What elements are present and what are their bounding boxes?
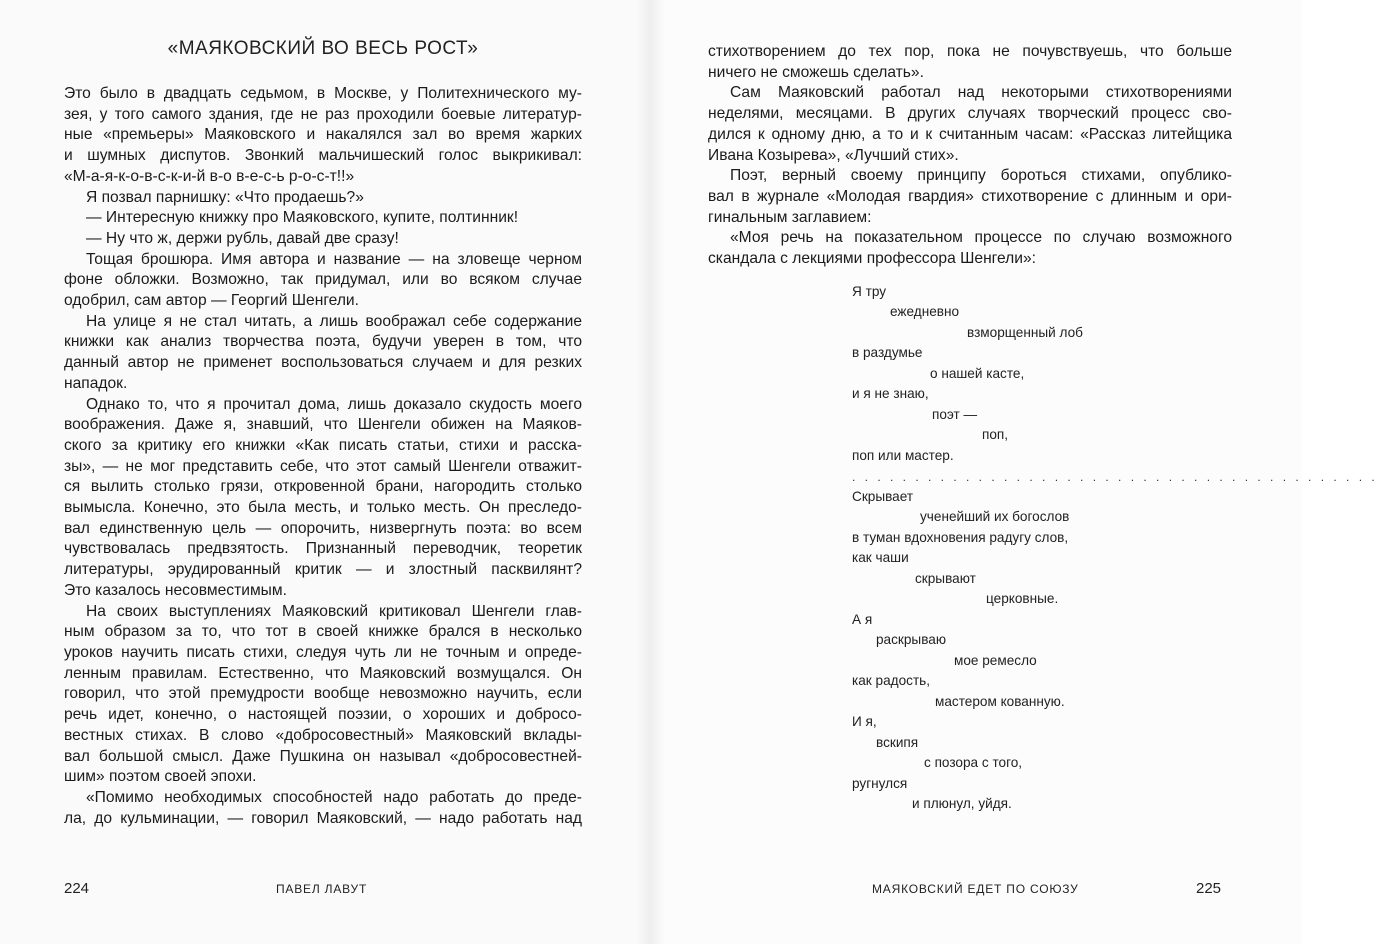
text-line: ленным правилам. Естественно, что Маяковский возмущался. Он [64, 664, 582, 682]
left-page-number: 224 [64, 880, 90, 897]
right-page-number: 225 [1196, 880, 1222, 897]
text-line: вестных стихах. В слово «добросовестный» Маяковский вклады- [64, 726, 582, 744]
text-line: Тощая брошюра. Имя автора и название — на зловеще черном [86, 250, 582, 268]
text-line: На улице я не стал читать, а лишь воображал себе содержание [86, 312, 582, 330]
text-line: ничего не сможешь сделать». [708, 63, 924, 81]
text-line: ла, до кульминации, — говорил Маяковский, — надо работать над [64, 809, 582, 827]
poem-line: в раздумье [852, 345, 923, 360]
text-line: уроков научить писать стихи, следуя чуть ли не точным и опреде- [64, 643, 582, 661]
text-line: ского за критику его книжки «Как писать статьи, стихи и расска- [64, 436, 582, 454]
text-line: вымысла. Конечно, это была месть, и только месть. Он преследо- [64, 499, 582, 517]
text-line: книжки как анализ творчества поэта, будучи уверен в том, что [64, 333, 582, 351]
text-line: шим» поэтом своей эпохи. [64, 768, 257, 786]
poem-line: Скрывает [852, 489, 914, 504]
text-line: «Помимо необходимых способностей надо работать до преде- [86, 788, 582, 806]
text-line: Это казалось несовместимым. [64, 581, 287, 599]
poem-line: и плюнул, уйдя. [912, 796, 1012, 811]
text-line: зы», — не мог представить себе, что этот самый Шенгели отважит- [64, 457, 582, 475]
text-line: стихотворением до тех пор, пока не почувствуешь, что больше [708, 43, 1232, 60]
poem-line: ругнулся [852, 776, 908, 791]
poem-line: ученейший их богослов [920, 509, 1070, 524]
poem-line: раскрываю [876, 632, 947, 647]
text-line: фоне обложки. Возможно, так придумал, или во всяком случае [64, 271, 582, 289]
text-line: чувствовалась предвзятость. Признанный переводчик, теоретик [64, 540, 582, 558]
right-body-text [708, 42, 1232, 270]
text-line: Это было в двадцать седьмом, в Москве, у Политехнического му- [64, 85, 582, 102]
poem-line: ежедневно [890, 304, 960, 319]
text-line: говорил, что этой премудрости вообще невозможно научить, если [64, 685, 582, 703]
text-line: дился к одному дню, а то и к считанным часам: «Рассказ литейщика [708, 125, 1232, 143]
poem-line: скрывают [915, 571, 976, 586]
text-line: литературы, эрудированный критик — и злостный пасквилянт? [64, 561, 582, 579]
book-gutter [636, 0, 666, 944]
text-line: — Ну что ж, держи рубль, давай две сразу! [86, 229, 399, 247]
left-running-head: ПАВЕЛ ЛАВУТ [276, 882, 368, 896]
poem-line: поп, [982, 427, 1009, 442]
poem-line: церковные. [986, 591, 1059, 606]
text-line: ные «премьеры» Маяковского и накалялся зал во время жарких [64, 126, 582, 144]
poem-line: мастером кованную. [935, 694, 1065, 709]
poem-line: как радость, [852, 673, 931, 688]
left-body-text [64, 84, 582, 829]
text-line: вал единственную цель — опорочить, низвергнуть поэта: во всем [64, 519, 582, 537]
right-running-head: МАЯКОВСКИЙ ЕДЕТ ПО СОЮЗУ [872, 882, 1079, 896]
poem-line: поп или мастер. [852, 448, 954, 463]
text-line: данный автор не применет воспользоваться случаем и для резких [64, 354, 582, 372]
text-line: ным образом за то, что тот в своей книжке брался в несколько [64, 623, 582, 641]
text-line: Однако то, что я прочитал дома, лишь доказало скудость моего [86, 395, 582, 413]
text-line: — Интересную книжку про Маяковского, купите, полтинник! [86, 209, 519, 227]
text-line: «Моя речь на показательном процессе по случаю возможного [730, 229, 1232, 247]
poem-line: поэт — [932, 407, 978, 422]
text-line: «М-а-я-к-о-в-с-к-и-й в-о в-е-с-ь р-о-с-т!!» [64, 167, 355, 185]
poem-line: и я не знаю, [852, 386, 929, 401]
text-line: Ивана Козырева», «Лучший стих». [708, 146, 959, 164]
poem-line: в туман вдохновения радугу слов, [852, 530, 1069, 545]
chapter-heading: «МАЯКОВСКИЙ ВО ВЕСЬ РОСТ» [167, 38, 479, 59]
text-line: Поэт, верный своему принципу бороться стихами, опублико- [730, 167, 1232, 185]
text-line: гинальным заглавием: [708, 208, 872, 226]
text-line: ся вылить столько грязи, откровенной брани, нагородить столько [64, 478, 582, 496]
poem-line: И я, [852, 714, 877, 729]
text-line: и шумных диспутов. Звонкий мальчишеский голос выкрикивал: [64, 147, 582, 165]
text-line: нападок. [64, 374, 128, 392]
poem-line: взморщенный лоб [967, 325, 1083, 340]
poem-line: А я [852, 612, 873, 627]
text-line: зея, у того самого здания, где не раз проходили боевые литератур- [64, 105, 582, 123]
text-line: воображения. Даже я, знавший, что Шенгели обижен на Маяков- [64, 416, 582, 434]
poem-line: вскипя [876, 735, 919, 750]
text-line: На своих выступлениях Маяковский критиковал Шенгели глав- [86, 602, 582, 620]
text-line: одобрил, сам автор — Георгий Шенгели. [64, 292, 359, 310]
poem-line: как чаши [852, 550, 909, 565]
text-line: Сам Маяковский работал над некоторыми стихотворениями [730, 84, 1232, 102]
poem-line: Я тру [852, 284, 887, 299]
text-line: Я позвал парнишку: «Что продаешь?» [86, 188, 364, 206]
text-line: скандала с лекциями профессора Шенгели»: [708, 250, 1036, 268]
text-line: вал большой смысл. Даже Пушкина он называл «добросовестней- [64, 747, 582, 765]
text-line: вал в журнале «Молодая гвардия» стихотворение с длинным и ори- [708, 187, 1232, 205]
poem-line: мое ремесло [954, 653, 1037, 668]
poem-line: о нашей касте, [930, 366, 1025, 381]
text-line: неделями, месяцами. В других случаях творческий процесс сво- [708, 105, 1232, 123]
text-line: речь идет, конечно, о настоящей поэзии, о хороших и добросо- [64, 706, 582, 724]
ellipsis-line: . . . . . . . . . . . . . . . . . . . . . . . . . . . . . . . . . . . . . . . . . . [852, 470, 1378, 484]
poem-line: с позора с того, [924, 755, 1023, 770]
